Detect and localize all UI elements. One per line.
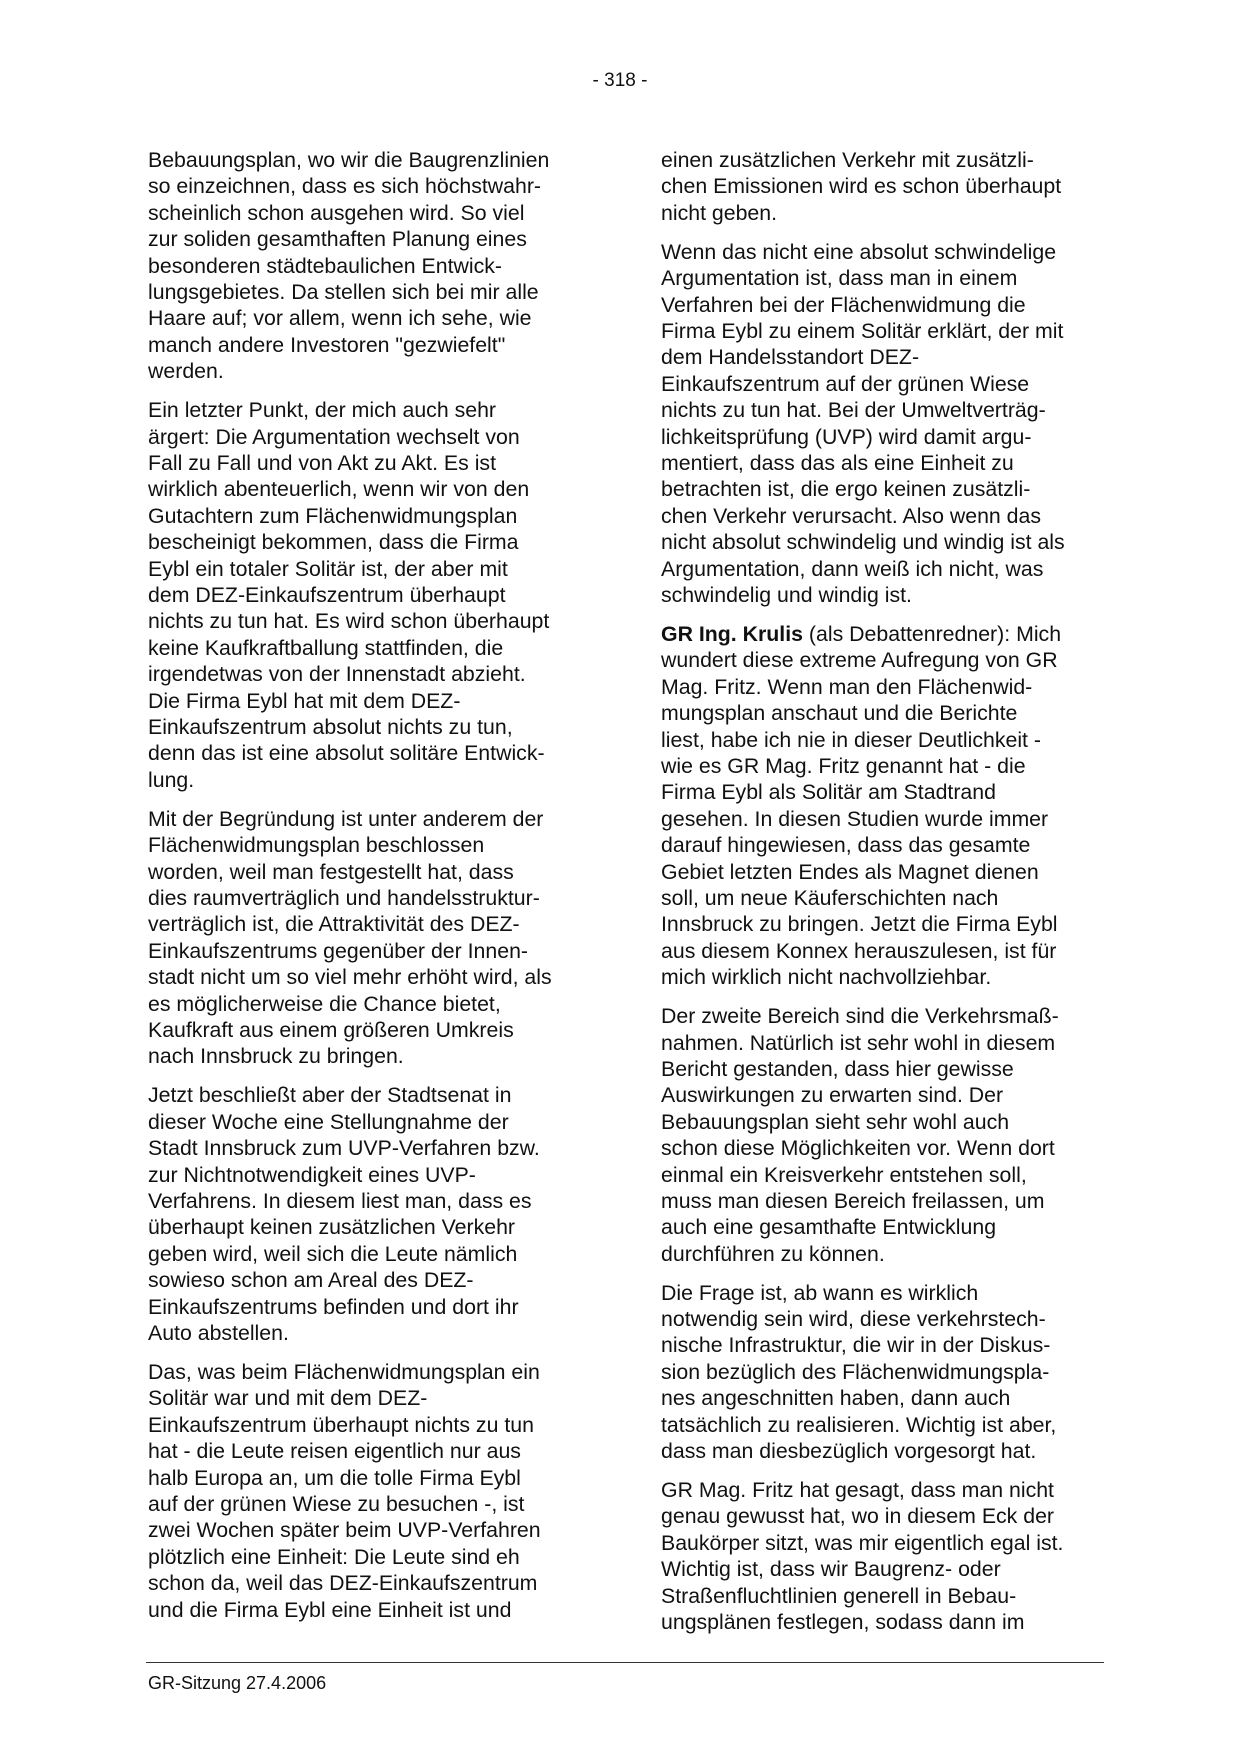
- text-line: Innsbruck zu bringen. Jetzt die Firma Eybl: [661, 912, 1058, 937]
- text-line: Wichtig ist, dass wir Baugrenz- oder: [661, 1557, 1001, 1582]
- text-line: betrachten ist, die ergo keinen zusätzli-: [661, 477, 1031, 502]
- text-line: dem Handelsstandort DEZ-: [661, 345, 920, 370]
- text-line: Einkaufszentrums befinden und dort ihr: [148, 1294, 519, 1319]
- text-line: Straßenfluchtlinien generell in Bebau-: [661, 1583, 1017, 1608]
- text-line: Einkaufszentrum auf der grünen Wiese: [661, 371, 1030, 396]
- text-line: Argumentation ist, dass man in einem: [661, 266, 1018, 291]
- text-line: GR Mag. Fritz hat gesagt, dass man nicht: [661, 1478, 1054, 1502]
- text-line: worden, weil man festgestellt hat, dass: [148, 859, 514, 884]
- text-line: lungsgebietes. Da stellen sich bei mir alle: [148, 280, 539, 305]
- text-line: mungsplan anschaut und die Berichte: [661, 701, 1018, 726]
- text-line: Einkaufszentrum überhaupt nichts zu tun: [148, 1412, 534, 1437]
- text-line: nichts zu tun hat. Es wird schon überhaupt: [148, 609, 550, 634]
- speaker-name: GR Ing. Krulis: [661, 621, 803, 646]
- text-line: Einkaufszentrum absolut nichts zu tun,: [148, 715, 513, 740]
- text-line: auf der grünen Wiese zu besuchen -, ist: [148, 1491, 525, 1516]
- paragraph: [661, 147, 1101, 226]
- text-line: chen Emissionen wird es schon überhaupt: [661, 174, 1062, 199]
- text-line: schwindelig und windig ist.: [661, 583, 912, 607]
- paragraph: [661, 1477, 1101, 1635]
- text-line: Bebauungsplan sieht sehr wohl auch: [661, 1109, 1010, 1134]
- text-line: Auswirkungen zu erwarten sind. Der: [661, 1083, 1004, 1108]
- text-line: Auto abstellen.: [148, 1320, 289, 1345]
- text-line: soll, um neue Käuferschichten nach: [661, 885, 999, 910]
- text-line: Die Firma Eybl hat mit dem DEZ-: [148, 688, 461, 713]
- text-line: nicht geben.: [661, 200, 778, 225]
- text-line: Mag. Fritz. Wenn man den Flächenwid-: [661, 674, 1033, 699]
- text-line: mich wirklich nicht nachvollziehbar.: [661, 965, 992, 990]
- text-line: Baukörper sitzt, was mir eigentlich egal ist.: [661, 1530, 1064, 1555]
- text-line: einmal ein Kreisverkehr entstehen soll,: [661, 1162, 1027, 1187]
- text-line: Solitär war und mit dem DEZ-: [148, 1386, 428, 1411]
- paragraph: [661, 239, 1101, 609]
- text-line: wirklich abenteuerlich, wenn wir von den: [148, 477, 530, 502]
- text-line: sowieso schon am Areal des DEZ-: [148, 1268, 474, 1293]
- text-line: Einkaufszentrums gegenüber der Innen-: [148, 938, 529, 963]
- footer-session-date: GR-Sitzung 27.4.2006: [148, 1673, 327, 1693]
- text-line: tatsächlich zu realisieren. Wichtig ist aber,: [661, 1412, 1057, 1437]
- text-line: liest, habe ich nie in dieser Deutlichkeit -: [661, 727, 1041, 752]
- text-line: genau gewusst hat, wo in diesem Eck der: [661, 1504, 1055, 1529]
- text-line: Bericht gestanden, dass hier gewisse: [661, 1056, 1014, 1081]
- text-line: so einzeichnen, dass es sich höchstwahr-: [148, 174, 542, 199]
- text-line: Verfahrens. In diesem liest man, dass es: [148, 1188, 532, 1213]
- text-line: einen zusätzlichen Verkehr mit zusätzli-: [661, 148, 1034, 172]
- text-line: Verfahren bei der Flächenwidmung die: [661, 292, 1026, 317]
- text-line: Eybl ein totaler Solitär ist, der aber mit: [148, 556, 508, 581]
- text-line: plötzlich eine Einheit: Die Leute sind eh: [148, 1544, 520, 1569]
- text-line: Argumentation, dann weiß ich nicht, was: [661, 556, 1044, 581]
- text-line: Fall zu Fall und von Akt zu Akt. Es ist: [148, 450, 496, 475]
- text-line: ungsplänen festlegen, sodass dann im: [661, 1610, 1025, 1635]
- text-line: keine Kaufkraftballung stattfinden, die: [148, 635, 504, 660]
- text-line: muss man diesen Bereich freilassen, um: [661, 1188, 1045, 1213]
- text-line: Firma Eybl als Solitär am Stadtrand: [661, 780, 996, 805]
- text-line: und die Firma Eybl eine Einheit ist und: [148, 1597, 512, 1622]
- text-line: darauf hingewiesen, dass das gesamte: [661, 833, 1031, 858]
- text-line: verträglich ist, die Attraktivität des DEZ-: [148, 912, 520, 937]
- text-line: dies raumverträglich und handelsstruktur-: [148, 885, 540, 910]
- page-number: - 318 -: [592, 70, 648, 91]
- text-line: sion bezüglich des Flächenwidmungspla-: [661, 1359, 1050, 1384]
- text-line: Das, was beim Flächenwidmungsplan ein: [148, 1359, 540, 1384]
- text-line: [661, 621, 1101, 647]
- text-line: Haare auf; vor allem, wenn ich sehe, wie: [148, 306, 532, 331]
- text-line: nahmen. Natürlich ist sehr wohl in diesem: [661, 1030, 1056, 1055]
- text-line: dieser Woche eine Stellungnahme der: [148, 1109, 509, 1134]
- text-line: nichts zu tun hat. Bei der Umweltverträg-: [661, 398, 1046, 423]
- text-line: wundert diese extreme Aufregung von GR: [661, 648, 1058, 673]
- text-line: Der zweite Bereich sind die Verkehrsmaß-: [661, 1004, 1059, 1029]
- text-line: schon diese Möglichkeiten vor. Wenn dort: [661, 1136, 1055, 1161]
- text-line: nicht absolut schwindelig und windig ist als: [661, 530, 1065, 555]
- paragraph: [661, 1280, 1101, 1465]
- text-line: auch eine gesamthafte Entwicklung: [661, 1215, 997, 1240]
- paragraph: [148, 147, 593, 385]
- text-line: überhaupt keinen zusätzlichen Verkehr: [148, 1215, 516, 1240]
- text-line: irgendetwas von der Innenstadt abzieht.: [148, 662, 526, 687]
- text-line: schon da, weil das DEZ-Einkaufszentrum: [148, 1571, 538, 1596]
- text-line: hat - die Leute reisen eigentlich nur aus: [148, 1439, 521, 1464]
- paragraph: [661, 1003, 1101, 1267]
- text-line: stadt nicht um so viel mehr erhöht wird, als: [148, 965, 552, 990]
- text-line: Gutachtern zum Flächenwidmungsplan: [148, 503, 518, 528]
- text-line: geben wird, weil sich die Leute nämlich: [148, 1241, 518, 1266]
- text-line: dass man diesbezüglich vorgesorgt hat.: [661, 1439, 1037, 1464]
- text-line: zur Nichtnotwendigkeit eines UVP-: [148, 1162, 476, 1187]
- paragraph: [148, 1082, 593, 1346]
- text-line: wie es GR Mag. Fritz genannt hat - die: [661, 753, 1026, 778]
- text-line: ärgert: Die Argumentation wechselt von: [148, 424, 520, 449]
- text-line: aus diesem Konnex herauszulesen, ist für: [661, 938, 1057, 963]
- text-line: Jetzt beschließt aber der Stadtsenat in: [148, 1083, 512, 1108]
- paragraph: [148, 397, 593, 793]
- footer-divider: [146, 1662, 1104, 1663]
- text-line: Kaufkraft aus einem größeren Umkreis: [148, 1018, 514, 1042]
- text-line: chen Verkehr verursacht. Also wenn das: [661, 503, 1042, 528]
- text-line: es möglicherweise die Chance bietet,: [148, 991, 501, 1016]
- text-line: Mit der Begründung ist unter anderem der: [148, 806, 544, 831]
- text-line: denn das ist eine absolut solitäre Entwick-: [148, 741, 545, 766]
- text-line: nische Infrastruktur, die wir in der Diskus-: [661, 1333, 1051, 1358]
- text-line: notwendig sein wird, diese verkehrstech-: [661, 1307, 1046, 1332]
- text-line: durchführen zu können.: [661, 1241, 885, 1266]
- text-line: Firma Eybl zu einem Solitär erklärt, der mit: [661, 318, 1064, 343]
- right-column: [661, 147, 1101, 1648]
- text-line: Stadt Innsbruck zum UVP-Verfahren bzw.: [148, 1136, 540, 1161]
- speaker-note: (als Debattenredner): Mich: [803, 621, 1062, 646]
- text-line: nach Innsbruck zu bringen.: [148, 1044, 404, 1069]
- text-line: manch andere Investoren "gezwiefelt": [148, 332, 506, 357]
- text-line: lichkeitsprüfung (UVP) wird damit argu-: [661, 424, 1032, 449]
- text-line: Flächenwidmungsplan beschlossen: [148, 833, 485, 858]
- text-line: Wenn das nicht eine absolut schwindelige: [661, 239, 1057, 264]
- text-line: zur soliden gesamthaften Planung eines: [148, 227, 527, 252]
- left-column: [148, 147, 593, 1635]
- text-line: werden.: [148, 359, 224, 384]
- text-line: halb Europa an, um die tolle Firma Eybl: [148, 1465, 521, 1490]
- text-line: lung.: [148, 767, 195, 792]
- text-line: mentiert, dass das als eine Einheit zu: [661, 450, 1014, 475]
- text-line: Ein letzter Punkt, der mich auch sehr: [148, 398, 497, 423]
- text-line: Bebauungsplan, wo wir die Baugrenzlinien: [148, 148, 550, 172]
- text-line: scheinlich schon ausgehen wird. So viel: [148, 200, 525, 225]
- text-line: nes angeschnitten haben, dann auch: [661, 1386, 1011, 1411]
- text-line: besonderen städtebaulichen Entwick-: [148, 253, 502, 278]
- text-line: Gebiet letzten Endes als Magnet dienen: [661, 859, 1039, 884]
- text-line: Die Frage ist, ab wann es wirklich: [661, 1280, 979, 1305]
- text-line: zwei Wochen später beim UVP-Verfahren: [148, 1518, 541, 1543]
- text-line: gesehen. In diesen Studien wurde immer: [661, 806, 1049, 831]
- text-line: dem DEZ-Einkaufszentrum überhaupt: [148, 583, 506, 607]
- paragraph: [148, 1359, 593, 1623]
- paragraph: [148, 806, 593, 1070]
- paragraph: [661, 621, 1101, 991]
- text-line: bescheinigt bekommen, dass die Firma: [148, 530, 519, 555]
